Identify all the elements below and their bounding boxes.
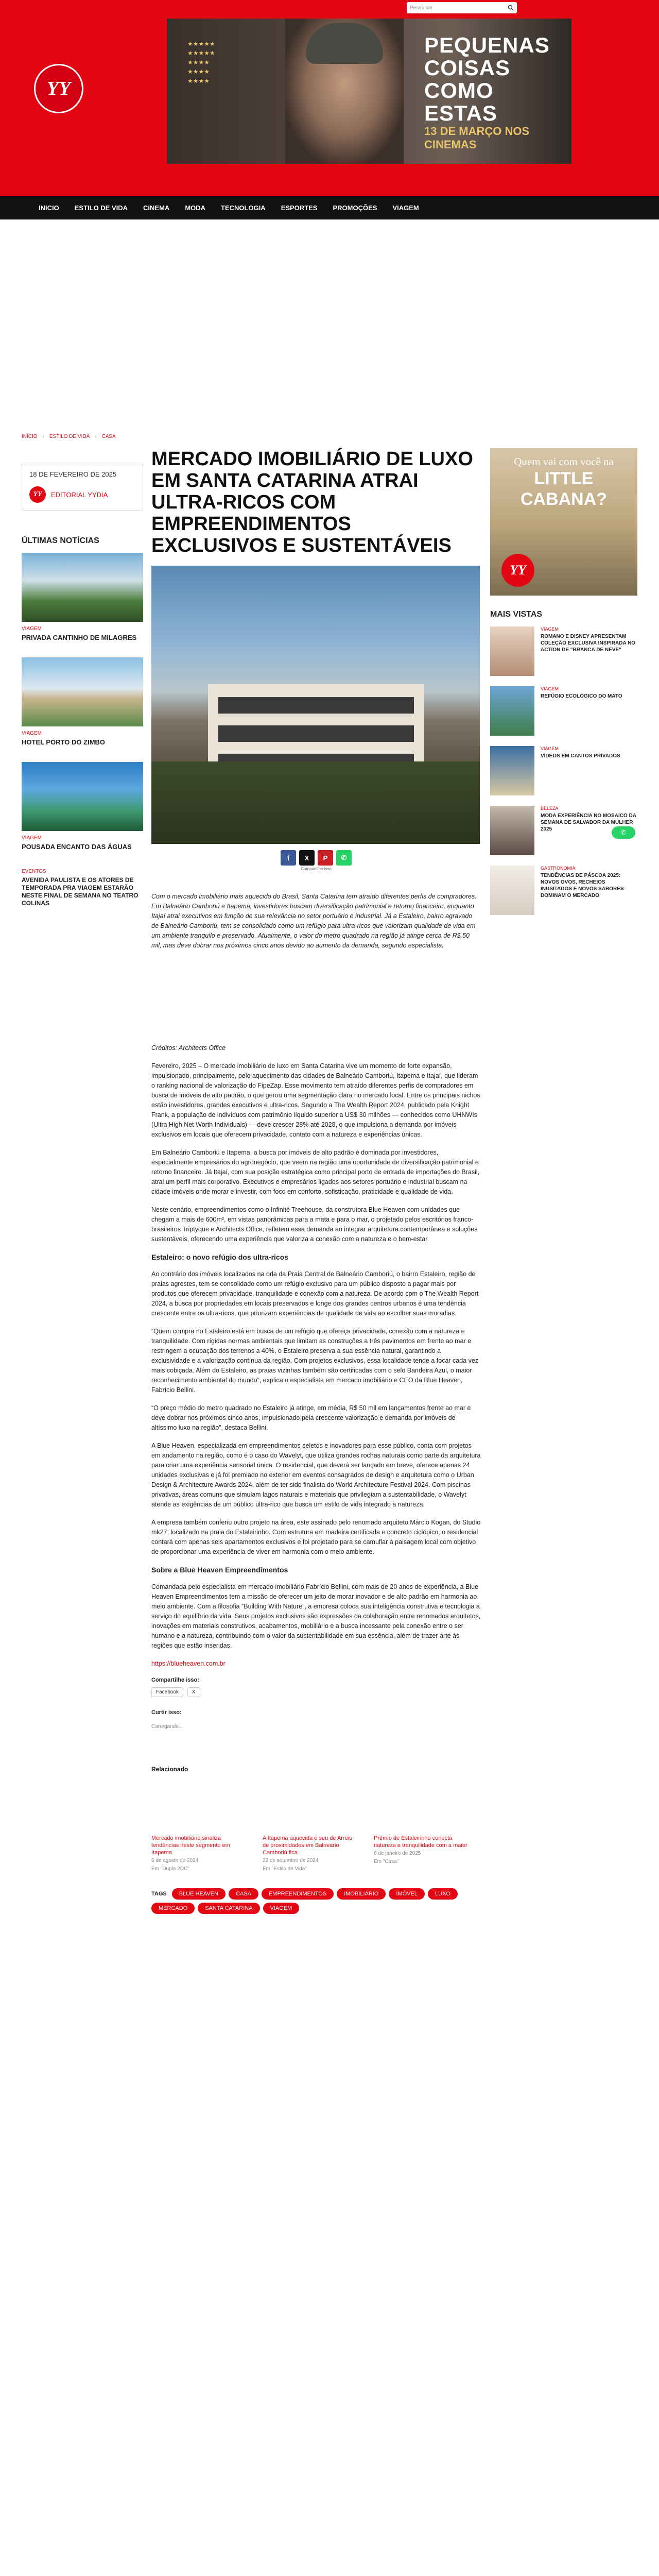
- mv-title[interactable]: ROMANO E DISNEY APRESENTAM COLEÇÃO EXCLUSIVA INSPIRADA NO ACTION DE "BRANCA DE NEVE": [541, 634, 636, 653]
- most-viewed-list: [490, 626, 637, 915]
- list-item[interactable]: [490, 686, 637, 736]
- latest-list: [22, 553, 143, 851]
- mv-thumb[interactable]: [490, 806, 534, 855]
- tag[interactable]: IMÓVEL: [389, 1888, 425, 1900]
- ad-line: Quem vai com você na: [514, 455, 614, 468]
- related-category: Em "Casa": [374, 1859, 399, 1865]
- latest-thumb[interactable]: [22, 762, 143, 831]
- related-date: 22 de setembro de 2024: [263, 1858, 319, 1863]
- most-viewed-title: MAIS VISTAS: [490, 610, 543, 619]
- article-title: MERCADO IMOBILIÁRIO DE LUXO EM SANTA CATARINA ATRAI ULTRA-RICOS COM EMPREENDIMENTOS EXCLUSIVOS E SUSTENTÁVEIS: [151, 448, 473, 556]
- latest-title-link[interactable]: PRIVADA CANTINHO DE MILAGRES: [22, 634, 137, 641]
- related-date: 6 de janeiro de 2025: [374, 1851, 421, 1856]
- tags-label: TAGS: [151, 1891, 167, 1897]
- like-title: Curtir isso:: [151, 1709, 182, 1716]
- post-author[interactable]: [29, 486, 135, 503]
- pinterest-share-icon[interactable]: P: [318, 850, 333, 866]
- facebook-share-icon[interactable]: f: [281, 850, 296, 866]
- latest-category[interactable]: VIAGEM: [22, 626, 42, 632]
- x-button[interactable]: X: [187, 1687, 200, 1697]
- like-loading: Carregando...: [151, 1724, 183, 1730]
- latest-title: ÚLTIMAS NOTÍCIAS: [22, 536, 99, 545]
- latest-thumb[interactable]: [22, 657, 143, 726]
- paragraph: Fevereiro, 2025 – O mercado imobiliário de luxo em Santa Catarina vive um momento de forte expansão, impulsionado, principalmente, pelo aquecimento das cidades de Balneário Camboriú, Itapema e Itajaí, que lideram o ranking nacional de valorização do FipeZap. Esse movimento tem atraído diferentes perfis de compradores em busca de imóveis de alto padrão, o que gerou uma segmentação clara no mercado local. Entre os principais nichos estão investidores, grandes executivos e ultra-ricos. Segundo a The Wealth Report 2024, publicado pela Knight Frank, a população de indivíduos com patrimônio líquido superior a US$ 30 milhões — conhecidos como UHNWIs (Ultra High Net Worth Individuals) — deve crescer 28% até 2028, o que impulsiona a demanda por imóveis exclusivos em locais que oferecem privacidade, contato com a natureza e experiências únicas.: [151, 1062, 480, 1138]
- latest-category[interactable]: VIAGEM: [22, 731, 42, 736]
- related-link[interactable]: A Itapema aquecida e seu de Arreio de proximidades em Balneário Camboriú fica: [263, 1835, 353, 1856]
- related-category: Em "Dupla 2DC": [151, 1866, 189, 1872]
- page-content: [0, 196, 659, 2576]
- article-hero-image: [151, 566, 480, 844]
- nav-item[interactable]: ESPORTES: [281, 204, 318, 212]
- post-date: 18 DE FEVEREIRO DE 2025: [29, 470, 117, 478]
- hero-floor: [218, 725, 414, 742]
- tag[interactable]: EMPREENDIMENTOS: [262, 1888, 334, 1900]
- list-item[interactable]: [22, 657, 143, 747]
- tag-list: [151, 1888, 481, 1914]
- star-row: ★★★★: [187, 77, 210, 84]
- event-item[interactable]: [22, 869, 143, 907]
- site-logo[interactable]: YY: [34, 64, 83, 113]
- tag[interactable]: LUXO: [428, 1888, 458, 1900]
- breadcrumb-item[interactable]: CASA: [101, 434, 116, 439]
- site-header: [0, 0, 659, 196]
- event-title[interactable]: AVENIDA PAULISTA E OS ATORES DE TEMPORADA PRA VIAGEM ESTARÃO NESTE FINAL DE SEMANA NO TEATRO COLINAS: [22, 876, 138, 907]
- event-category[interactable]: EVENTOS: [22, 869, 46, 874]
- mv-category[interactable]: GASTRONOMIA: [541, 866, 576, 871]
- star-row: ★★★★★: [187, 40, 215, 47]
- article: [151, 448, 481, 1914]
- nav-item[interactable]: ESTILO DE VIDA: [74, 204, 128, 212]
- paragraph: “O preço médio do metro quadrado no Estaleiro já atinge, em média, R$ 50 mil em lançamentos frente ao mar e deve dobrar nos próximos cinco anos, impulsionado pela crescente valorização e demanda por imóveis de altíssimo luxo na região”, destaca Bellini.: [151, 1404, 471, 1431]
- facebook-button[interactable]: Facebook: [151, 1687, 183, 1697]
- banner-subtitle: 13 DE MARÇO NOS CINEMAS: [424, 125, 530, 151]
- author-avatar: YY: [29, 486, 46, 503]
- paragraph: Neste cenário, empreendimentos como o Infinité Treehouse, da construtora Blue Heaven com unidades que chegam a mais de 600m², em vistas panorâmicas para a mata e para o mar, o projetado pelos escritórios franco-brasileiros Triptyque e Architects Office, refletem essa demanda ao integrar arquitetura contemporânea e soluções sustentáveis, oferecendo uma experiência que valoriza a conexão com a natureza e o bem-estar.: [151, 1206, 478, 1243]
- paragraph: A Blue Heaven, especializada em empreendimentos seletos e inovadores para esse público, conta com projetos em andamento na região, como é o caso do Wavelyt, que utiliza grandes rochas naturais como parte da arquitetura para criar uma experiência sensorial única. O residencial, que deverá ser lançado em breve, oferece apenas 24 unidades exclusivas e já foi premiado no exterior em eventos consagrados de design e arquitetura como o Urban Design & Architecture Awards 2024, além de ter sido finalista do World Architecture Festival 2024. Com piscinas privativas, áreas comuns que simulam lagos naturais e materiais que privilegiam a sustentabilidade, o Wavelyt atende as exigências de um público ultra-rico que busca um estilo de vida integrado à natureza.: [151, 1442, 481, 1508]
- list-item[interactable]: [490, 746, 637, 795]
- nav-item[interactable]: CINEMA: [143, 204, 170, 212]
- mv-title[interactable]: MODA EXPERIÊNCIA NO MOSAICO DA SEMANA DE SALVADOR DA MULHER 2025: [541, 813, 636, 832]
- top-ad-banner[interactable]: [167, 19, 571, 164]
- related-date: 6 de agosto de 2024: [151, 1858, 199, 1863]
- mv-category[interactable]: BELEZA: [541, 806, 559, 811]
- latest-title-link[interactable]: HOTEL PORTO DO ZIMBO: [22, 738, 106, 746]
- photo-credit: Créditos: Architects Office: [151, 1044, 226, 1052]
- tag[interactable]: IMOBILIÁRIO: [337, 1888, 386, 1900]
- nav-item[interactable]: TECNOLOGIA: [221, 204, 266, 212]
- subheading: Estaleiro: o novo refúgio dos ultra-ricos: [151, 1253, 289, 1261]
- list-item[interactable]: [490, 866, 637, 915]
- related-title: Relacionado: [151, 1766, 188, 1773]
- star-row: ★★★★★: [187, 49, 215, 57]
- mv-thumb[interactable]: [490, 686, 534, 736]
- subheading: Sobre a Blue Heaven Empreendimentos: [151, 1566, 288, 1574]
- mv-category[interactable]: VIAGEM: [541, 686, 559, 691]
- mv-category[interactable]: VIAGEM: [541, 746, 559, 751]
- mv-thumb[interactable]: [490, 746, 534, 795]
- related-item[interactable]: [263, 1835, 358, 1873]
- related-item[interactable]: [151, 1835, 247, 1873]
- banner-title: PEQUENAS COISAS COMO ESTAS: [424, 33, 550, 125]
- latest-title-link[interactable]: POUSADA ENCANTO DAS ÁGUAS: [22, 843, 132, 851]
- paragraph: Ao contrário dos imóveis localizados na orla da Praia Central de Balneário Camboriú, o bairro Estaleiro, região de praias agrestes, tem se consolidado como um refúgio exclusivo para um público disposto a pagar mais por produtos que oferecem privacidade, tranquilidade e conexão com a natureza. De acordo com o The Wealth Report 2024, a busca por propriedades em locais preservados e longe dos grandes centros urbanos é uma tendência crescente entre os ultra-ricos, que priorizam experiências de qualidade de vida ao escolher suas moradias.: [151, 1270, 479, 1317]
- breadcrumb: INÍCIO › ESTILO DE VIDA › CASA: [22, 434, 116, 439]
- mv-title[interactable]: VÍDEOS EM CANTOS PRIVADOS: [541, 753, 620, 759]
- tag[interactable]: SANTA CATARINA: [198, 1903, 259, 1914]
- search-input[interactable]: Pesquisar: [407, 2, 517, 13]
- article-body: [151, 1043, 481, 1669]
- share-bar: [151, 850, 481, 866]
- hero-vegetation: [151, 761, 480, 844]
- author-name[interactable]: EDITORIAL YYDIA: [51, 490, 108, 499]
- latest-thumb[interactable]: [22, 553, 143, 622]
- left-sidebar: [22, 463, 143, 907]
- banner-stars: [187, 39, 215, 86]
- hero-floor: [218, 697, 414, 714]
- sidebar-ad-logo: YY: [501, 554, 534, 587]
- sidebar-ad[interactable]: [490, 448, 637, 596]
- nav-item[interactable]: PROMOÇÕES: [333, 204, 377, 212]
- mv-thumb[interactable]: [490, 626, 534, 676]
- mv-title[interactable]: TENDÊNCIAS DE PÁSCOA 2025: NOVOS OVOS, RECHEIOS INUSITADOS E NOVOS SABORES DOMINAM O MERCADO: [541, 873, 624, 899]
- sidebar-ad-text: [490, 455, 637, 510]
- right-sidebar: [490, 448, 637, 925]
- list-item[interactable]: [22, 762, 143, 851]
- paragraph: A empresa também conferiu outro projeto na área, este assinado pelo renomado arquiteto Márcio Kogan, do Studio mk27, localizado na praia do Estaleirinho. Com estrutura em madeira certificada e concreto ciclópico, o residencial contará com apenas seis apartamentos exclusivos e foi projetado para se camuflar à paisagem local com objetivo de proporcionar uma experiência de viver em harmonia com o meio ambiente.: [151, 1519, 481, 1555]
- latest-category[interactable]: VIAGEM: [22, 835, 42, 841]
- tag[interactable]: BLUE HEAVEN: [172, 1888, 226, 1900]
- share-buttons: [151, 1687, 481, 1697]
- x-share-icon[interactable]: X: [299, 850, 315, 866]
- nav-item[interactable]: INICIO: [39, 204, 59, 212]
- paragraph: Em Balneário Camboriú e Itapema, a busca por imóveis de alto padrão é dominada por investidores, especialmente empresários do agronegócio, que veem na região uma oportunidade de diversificação patrimonial e retorno financeiro. Já Itajaí, com sua posição estratégica como principal porto de entrada de importações do Brasil, atrai um perfil mais corporativo. Executivos e empresários ligados aos setores portuário e industrial buscam na cidade imóveis onde morar e investir, com foco em conforto, sofisticação, praticidade e qualidade de vida.: [151, 1149, 480, 1195]
- share-title: Compartilhe isso:: [151, 1677, 199, 1683]
- ad-headline: LITTLE CABANA?: [520, 469, 608, 509]
- search-icon[interactable]: [508, 5, 514, 11]
- related-link[interactable]: Prêmio de Estaleirinho conecta natureza e tranquilidade com a maior: [374, 1835, 467, 1849]
- whatsapp-float-icon[interactable]: ✆: [612, 826, 635, 839]
- tag[interactable]: VIAGEM: [263, 1903, 300, 1914]
- star-row: ★★★★: [187, 68, 210, 75]
- paragraph: Comandada pelo especialista em mercado imobiliário Fabrício Bellini, com mais de 20 anos de experiência, a Blue Heaven Empreendimentos tem a missão de oferecer um jeito de morar inovador e de alto padrão em harmonia ao meio ambiente. Com a filosofia “Building With Nature”, a empresa coloca sua inteligência construtiva e tecnologia a serviço do equilíbrio da vida. Seus projetos exclusivos são expressões da colaboração entre renomados arquitetos, inovações em materiais construtivos, acabamentos, mobiliário e a busca incessante pela conexão entre o ser humano e a natureza, contribuindo com o valor da sustentabilidade em sua essência, além de trazer arte às regiões que estão inseridas.: [151, 1583, 481, 1649]
- breadcrumb-item[interactable]: INÍCIO: [22, 434, 38, 439]
- share-label: Compartilhe isso: [301, 867, 332, 871]
- tag[interactable]: MERCADO: [151, 1903, 195, 1914]
- nav-item[interactable]: MODA: [185, 204, 206, 212]
- company-link[interactable]: https://blueheaven.com.br: [151, 1660, 226, 1667]
- nav-item[interactable]: VIAGEM: [392, 204, 419, 212]
- star-row: ★★★★: [187, 59, 210, 66]
- mv-thumb[interactable]: [490, 866, 534, 915]
- whatsapp-share-icon[interactable]: ✆: [336, 850, 352, 866]
- related-category: Em "Estilo de Vida": [263, 1866, 307, 1872]
- mv-category[interactable]: VIAGEM: [541, 626, 559, 632]
- mv-title[interactable]: REFÚGIO ECOLÓGICO DO MATO: [541, 693, 622, 699]
- related-posts: [151, 1835, 481, 1873]
- tag[interactable]: CASA: [229, 1888, 258, 1900]
- article-lede: Com o mercado imobiliário mais aquecido do Brasil, Santa Catarina tem atraído diferentes perfis de compradores. Em Balneário Camboriú e Itapema, investidores buscam diversificação patrimonial e retorno financeiro, enquanto Itajaí atrai executivos em função de sua relevância no setor portuário e industrial. Já a Estaleiro, bairro agravado de Balneário Camboriú, tem se consolidado como um refúgio para ultra-ricos que valorizam qualidade de vida em um ambiente tranquilo e preservado. Atualmente, o valor do metro quadrado na região já atinge cerca de R$ 50 mil, mas deve dobrar nos próximos cinco anos devido ao aumento da demanda, segundo especialista.: [151, 893, 477, 949]
- paragraph: “Quem compra no Estaleiro está em busca de um refúgio que ofereça privacidade, conexão com a natureza e tranquilidade. Com rígidas normas ambientais que limitam as construções a três pavimentos em frente ao mar e restringem a ocupação dos terrenos a 40%, o Estaleiro preserva a sua essência natural, garantindo a exclusividade e a valorização contínua da região. Com projetos exclusivos, essa localidade tende a focar cada vez mais cobiçada. Além do Estaleiro, as praias vizinhas também são certificadas com o selo Bandeira Azul, o maior reconhecimento ambiental do mundo”, explica o especialista em mercado imobiliário e CEO da Blue Heaven, Fabrício Bellini.: [151, 1328, 479, 1394]
- list-item[interactable]: [22, 553, 143, 642]
- related-link[interactable]: Mercado imobiliário sinaliza tendências neste segmento em Itapema: [151, 1835, 230, 1856]
- breadcrumb-item[interactable]: ESTILO DE VIDA: [49, 434, 90, 439]
- related-item[interactable]: [374, 1835, 470, 1873]
- post-meta: [22, 463, 143, 511]
- list-item[interactable]: [490, 626, 637, 676]
